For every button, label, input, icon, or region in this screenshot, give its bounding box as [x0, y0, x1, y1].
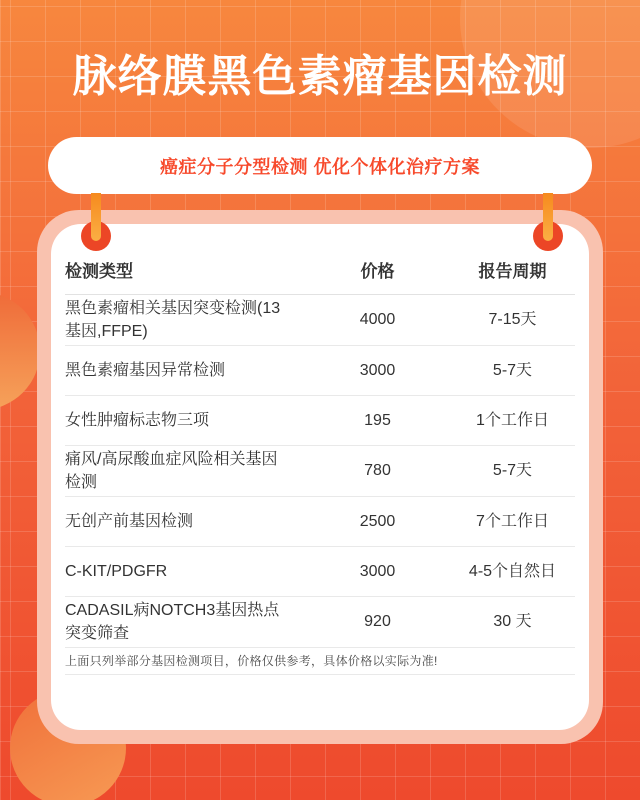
cell-test-type: 女性肿瘤标志物三项 — [65, 395, 305, 445]
pushpin-right-bar — [543, 193, 553, 241]
table-row — [65, 345, 575, 395]
cell-report-period: 30 天 — [450, 596, 575, 647]
table-row — [65, 445, 575, 496]
table-row — [65, 496, 575, 546]
price-card-inner — [51, 224, 589, 730]
cell-test-type: 痛风/高尿酸血症风险相关基因检测 — [65, 445, 305, 496]
decor-circle-mid-left — [0, 292, 40, 410]
cell-price: 2500 — [305, 496, 450, 546]
cell-report-period: 1个工作日 — [450, 395, 575, 445]
cell-price: 4000 — [305, 294, 450, 345]
cell-test-type: CADASIL病NOTCH3基因热点突变筛查 — [65, 596, 305, 647]
page-title: 脉络膜黑色素瘤基因检测 — [72, 52, 568, 101]
pushpin-left-bar — [91, 193, 101, 241]
cell-price: 195 — [305, 395, 450, 445]
header-price: 价格 — [305, 246, 450, 294]
cell-test-type: 无创产前基因检测 — [65, 496, 305, 546]
header-test-type: 检测类型 — [65, 246, 305, 294]
cell-price: 3000 — [305, 345, 450, 395]
subtitle-text: 癌症分子分型检测 优化个体化治疗方案 — [160, 156, 480, 177]
header-report-period: 报告周期 — [450, 246, 575, 294]
table-row — [65, 395, 575, 445]
table-header-row — [65, 246, 575, 294]
cell-report-period: 7个工作日 — [450, 496, 575, 546]
table-row — [65, 294, 575, 345]
cell-price: 3000 — [305, 546, 450, 596]
table-row — [65, 596, 575, 647]
cell-report-period: 4-5个自然日 — [450, 546, 575, 596]
table-body — [65, 294, 575, 647]
cell-price: 920 — [305, 596, 450, 647]
cell-report-period: 5-7天 — [450, 445, 575, 496]
cell-test-type: 黑色素瘤相关基因突变检测(13基因,FFPE) — [65, 294, 305, 345]
cell-report-period: 7-15天 — [450, 294, 575, 345]
table-row — [65, 546, 575, 596]
price-table — [65, 246, 575, 648]
price-disclaimer: 上面只列举部分基因检测项目，价格仅供参考，具体价格以实际为准! — [65, 648, 575, 675]
price-card — [37, 210, 603, 744]
cell-test-type: 黑色素瘤基因异常检测 — [65, 345, 305, 395]
cell-price: 780 — [305, 445, 450, 496]
cell-test-type: C-KIT/PDGFR — [65, 546, 305, 596]
subtitle-banner — [48, 137, 592, 194]
cell-report-period: 5-7天 — [450, 345, 575, 395]
